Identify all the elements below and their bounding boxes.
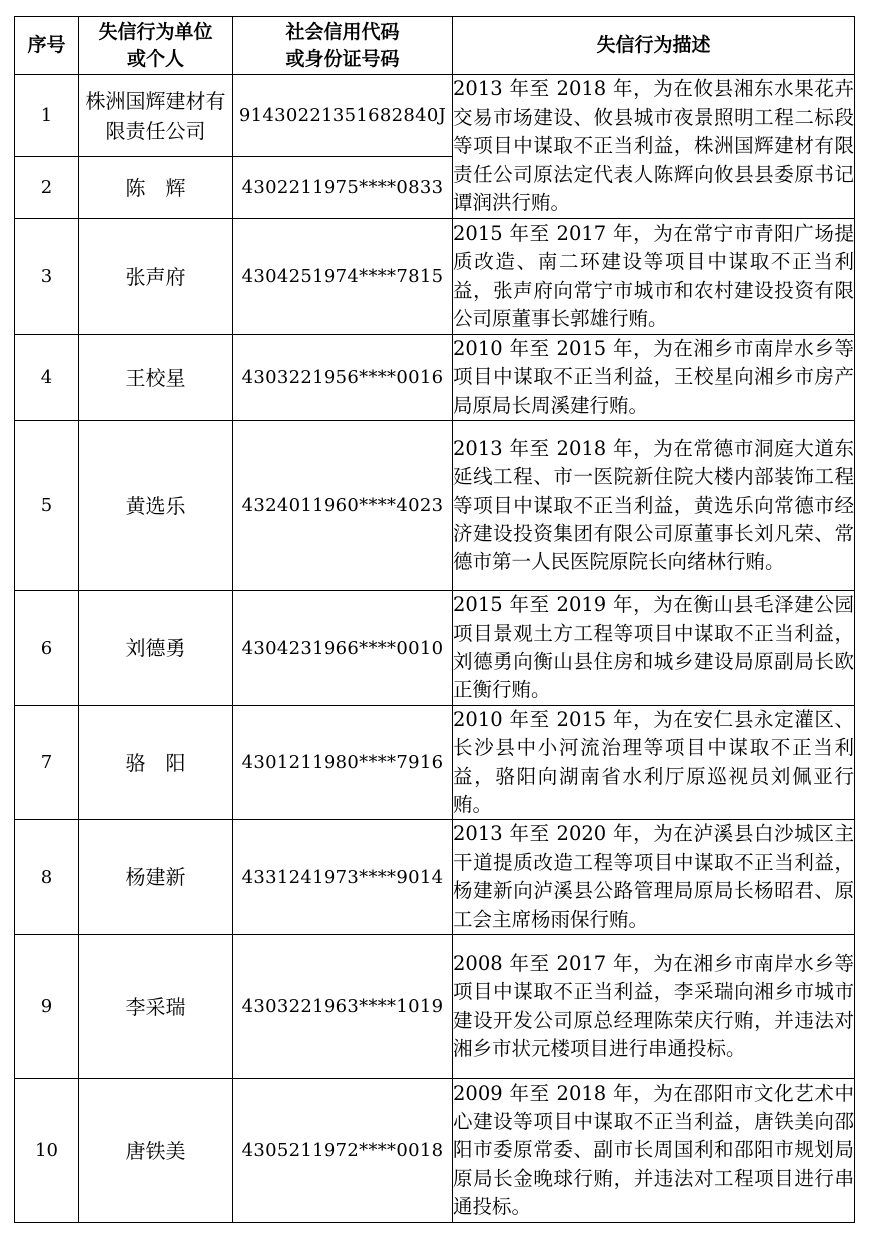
row-number: 4 xyxy=(15,335,79,421)
table-row xyxy=(15,421,855,591)
description: 2008 年至 2017 年，为在湘乡市南岸水乡等项目中谋取不正当利益，李采瑞向湘乡市城市建设开发公司原总经理陈荣庆行贿，并违法对湘乡市状元楼项目进行串通投标。 xyxy=(453,935,855,1079)
id-number: 4304231966****0010 xyxy=(233,591,453,706)
table-row xyxy=(15,1079,855,1223)
id-number: 4303221956****0016 xyxy=(233,335,453,421)
id-number: 4305211972****0018 xyxy=(233,1079,453,1223)
header-code xyxy=(233,17,453,75)
entity-name: 骆 阳 xyxy=(79,705,233,820)
header-description: 失信行为描述 xyxy=(453,17,855,75)
description: 2013 年至 2018 年，为在常德市洞庭大道东延线工程、市一医院新住院大楼内部装饰工程等项目中谋取不正当利益，黄选乐向常德市经济建设投资集团有限公司原董事长刘凡荣、常德市第一人民医院原院长向绪林行贿。 xyxy=(453,421,855,591)
table-row xyxy=(15,335,855,421)
description: 2010 年至 2015 年，为在安仁县永定灌区、长沙县中小河流治理等项目中谋取不正当利益，骆阳向湖南省水利厅原巡视员刘佩亚行贿。 xyxy=(453,705,855,820)
id-number: 4303221963****1019 xyxy=(233,935,453,1079)
table-row xyxy=(15,591,855,706)
credit-code: 91430221351682840J xyxy=(233,75,453,157)
description: 2015 年至 2019 年，为在衡山县毛泽建公园项目景观土方工程等项目中谋取不正当利益，刘德勇向衡山县住房和城乡建设局原副局长欧正衡行贿。 xyxy=(453,591,855,706)
dishonesty-table xyxy=(14,16,855,1223)
entity-name: 王校星 xyxy=(79,335,233,421)
header-name-line2: 或个人 xyxy=(126,47,184,70)
header-name xyxy=(79,17,233,75)
row-number: 10 xyxy=(15,1079,79,1223)
entity-name: 唐铁美 xyxy=(79,1079,233,1223)
entity-name: 杨建新 xyxy=(79,820,233,935)
row-number: 2 xyxy=(15,157,79,219)
id-number: 4324011960****4023 xyxy=(233,421,453,591)
header-code-line1: 社会信用代码 xyxy=(285,20,400,43)
table-row xyxy=(15,820,855,935)
row-number: 7 xyxy=(15,705,79,820)
entity-name: 黄选乐 xyxy=(79,421,233,591)
entity-name: 张声府 xyxy=(79,219,233,335)
description: 2009 年至 2018 年，为在邵阳市文化艺术中心建设等项目中谋取不正当利益，唐铁美向邵阳市委原常委、副市长周国利和邵阳市规划局原局长金晚球行贿，并违法对工程项目进行串通投标。 xyxy=(453,1079,855,1223)
description: 2013 年至 2020 年，为在泸溪县白沙城区主干道提质改造工程等项目中谋取不正当利益，杨建新向泸溪县公路管理局原局长杨昭君、原工会主席杨雨保行贿。 xyxy=(453,820,855,935)
entity-name: 李采瑞 xyxy=(79,935,233,1079)
table-row xyxy=(15,75,855,157)
table-header-row xyxy=(15,17,855,75)
header-code-line2: 或身份证号码 xyxy=(285,47,400,70)
row-number: 1 xyxy=(15,75,79,157)
entity-name: 陈 辉 xyxy=(79,157,233,219)
id-number: 4304251974****7815 xyxy=(233,219,453,335)
row-number: 6 xyxy=(15,591,79,706)
id-number: 4302211975****0833 xyxy=(233,157,453,219)
row-number: 8 xyxy=(15,820,79,935)
table-row xyxy=(15,935,855,1079)
header-name-line1: 失信行为单位 xyxy=(98,20,213,43)
row-number: 9 xyxy=(15,935,79,1079)
header-index: 序号 xyxy=(15,17,79,75)
id-number: 4331241973****9014 xyxy=(233,820,453,935)
description: 2015 年至 2017 年，为在常宁市青阳广场提质改造、南二环建设等项目中谋取不正当利益，张声府向常宁市城市和农村建设投资有限公司原董事长郭雄行贿。 xyxy=(453,219,855,335)
entity-name: 刘德勇 xyxy=(79,591,233,706)
row-number: 3 xyxy=(15,219,79,335)
entity-name: 株洲国辉建材有限责任公司 xyxy=(79,75,233,157)
table-row xyxy=(15,705,855,820)
id-number: 4301211980****7916 xyxy=(233,705,453,820)
table-row xyxy=(15,219,855,335)
description: 2010 年至 2015 年，为在湘乡市南岸水乡等项目中谋取不正当利益，王校星向湘乡市房产局原局长周溪建行贿。 xyxy=(453,335,855,421)
description: 2013 年至 2018 年，为在攸县湘东水果花卉交易市场建设、攸县城市夜景照明工程二标段等项目中谋取不正当利益，株洲国辉建材有限责任公司原法定代表人陈辉向攸县县委原书记谭润洪行贿。 xyxy=(453,75,855,219)
row-number: 5 xyxy=(15,421,79,591)
